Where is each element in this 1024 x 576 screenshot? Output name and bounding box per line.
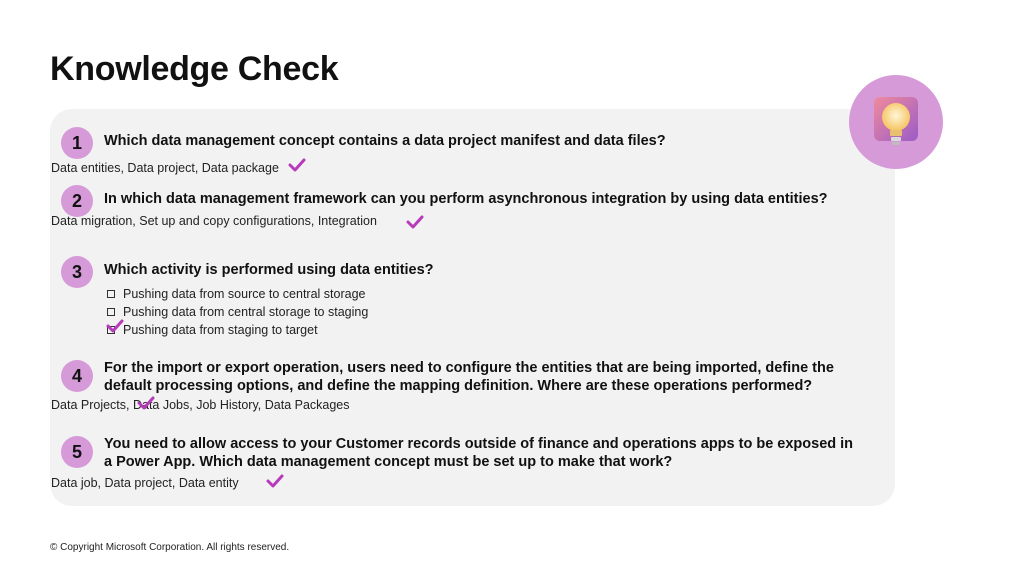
- option-item: [107, 286, 366, 302]
- checkbox-icon: [107, 308, 115, 316]
- checkmark-icon: [406, 215, 424, 229]
- question-text: You need to allow access to your Customer records outside of finance and operations apps to be exposed in a Power App. Which data management concept must be set up to make that work?: [104, 436, 854, 470]
- checkbox-icon: [107, 290, 115, 298]
- question-text: Which data management concept contains a data project manifest and data files?: [104, 133, 666, 149]
- answer-text: Data entities, Data project, Data package: [51, 161, 279, 175]
- checkmark-icon: [106, 319, 124, 333]
- option-label: Pushing data from staging to target: [123, 323, 318, 337]
- question-number: 4: [61, 360, 93, 392]
- checkmark-icon: [137, 396, 155, 410]
- question-text: Which activity is performed using data entities?: [104, 262, 434, 278]
- answer-text: Data Projects, Data Jobs, Job History, Data Packages: [51, 398, 350, 412]
- page-title: Knowledge Check: [50, 50, 339, 88]
- copyright-footer: © Copyright Microsoft Corporation. All rights reserved.: [50, 542, 290, 553]
- lightbulb-icon: [872, 95, 920, 149]
- question-number: 3: [61, 256, 93, 288]
- option-item: [107, 304, 368, 320]
- answer-text: Data migration, Set up and copy configurations, Integration: [51, 214, 377, 228]
- answer-text: Data job, Data project, Data entity: [51, 476, 239, 490]
- checkmark-icon: [288, 158, 306, 172]
- checkmark-icon: [266, 474, 284, 488]
- option-label: Pushing data from central storage to staging: [123, 305, 369, 319]
- lightbulb-badge: [849, 75, 943, 169]
- question-number: 1: [61, 127, 93, 159]
- option-item: [107, 322, 318, 338]
- question-number: 5: [61, 436, 93, 468]
- question-number: 2: [61, 185, 93, 217]
- question-text: For the import or export operation, users need to configure the entities that are being imported, define the default processing options, and define the mapping definition. Where are these operations performed?: [104, 360, 834, 394]
- option-label: Pushing data from source to central storage: [123, 287, 366, 301]
- question-text: In which data management framework can you perform asynchronous integration by using data entities?: [104, 191, 828, 207]
